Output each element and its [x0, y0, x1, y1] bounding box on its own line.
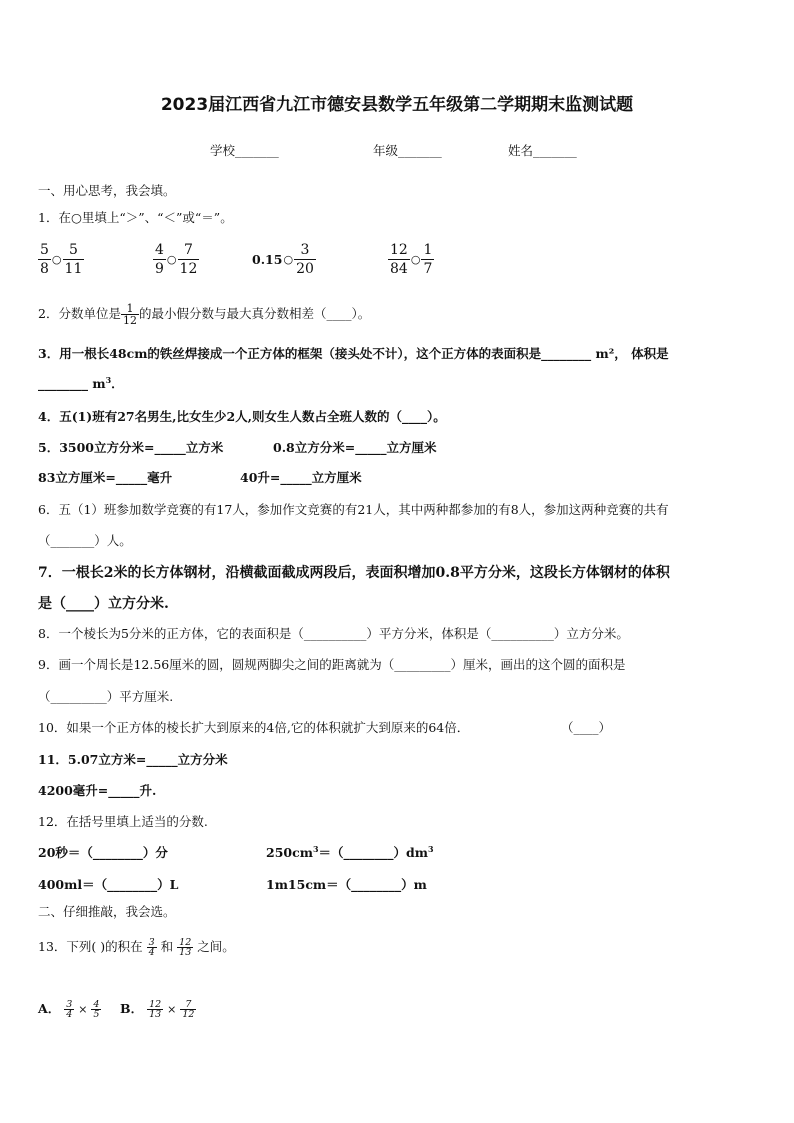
- question-5-c: 83立方厘米=_____毫升: [38, 470, 173, 485]
- question-1-pair-4: [388, 243, 434, 276]
- compare-circle-icon[interactable]: ○: [410, 253, 421, 266]
- question-12-c: 400ml＝（________）L: [38, 877, 179, 892]
- question-4: 4．五(1)班有27名男生,比女生少2人,则女生人数占全班人数的（____）。: [38, 409, 446, 424]
- question-11-b: 4200毫升=_____升.: [38, 783, 157, 798]
- fraction: $\frac{4}{9}$: [155, 242, 164, 277]
- question-5-d: 40升=_____立方厘米: [240, 470, 362, 485]
- compare-circle-icon[interactable]: ○: [51, 253, 62, 266]
- fraction: $\frac{1}{7}$: [423, 242, 433, 277]
- fraction: $\frac{3}{4}$: [148, 936, 155, 958]
- fraction: $\frac{3}{20}$: [296, 242, 314, 277]
- option-a[interactable]: [38, 999, 101, 1020]
- question-9-line-2: （_________）平方厘米.: [38, 689, 174, 704]
- fraction: $\frac{7}{12}$: [182, 998, 195, 1020]
- section-2-heading: 二、仔细推敲，我会选。: [38, 904, 176, 919]
- name-field: 姓名_______: [508, 143, 577, 158]
- question-9-line-1: 9．画一个周长是12.56厘米的圆，圆规两脚尖之间的距离就为（_________）厘米，画出的这个圆的面积是: [38, 657, 626, 672]
- question-13-text: 13．下列( )的积在: [38, 939, 143, 954]
- school-field: 学校_______: [210, 143, 279, 158]
- fraction: $\frac{5}{8}$: [40, 242, 49, 277]
- question-13: 13．下列( )的积在 $\frac{3}{4}$ 和 $\frac{12}{13}$ 之间。: [38, 936, 235, 958]
- question-3-line-1: 3．用一根长48cm的铁丝焊接成一个正方体的框架（接头处不计），这个正方体的表面积是________ m²， 体积是: [38, 346, 669, 361]
- question-1-text: 1．在○里填上“＞”、“＜”或“＝”。: [38, 210, 233, 225]
- fraction: $\frac{3}{4}$: [66, 998, 73, 1020]
- question-10: 10．如果一个正方体的棱长扩大到原来的4倍,它的体积就扩大到原来的64倍．: [38, 720, 470, 735]
- fraction: $\frac{12}{84}$: [390, 242, 408, 277]
- question-8: 8．一个棱长为5分米的正方体，它的表面积是（__________）平方分米，体积是（__________）立方分米。: [38, 626, 629, 641]
- fraction: $\frac{7}{12}$: [179, 242, 198, 277]
- question-1-pair-3: [252, 243, 316, 276]
- fraction: $\frac{5}{11}$: [64, 242, 83, 277]
- question-6-line-1: 6．五（1）班参加数学竞赛的有17人，参加作文竞赛的有21人，其中两种都参加的有8人，参加这两种竞赛的共有: [38, 502, 669, 517]
- question-2-text-end: 的最小假分数与最大真分数相差（____）。: [138, 306, 371, 321]
- grade-field: 年级_______: [373, 143, 442, 158]
- fraction: $\frac{12}{13}$: [179, 936, 192, 958]
- page-title: 2023届江西省九江市德安县数学五年级第二学期期末监测试题: [160, 95, 634, 115]
- times-icon: ×: [78, 1003, 88, 1016]
- question-6-line-2: （_______）人。: [38, 533, 132, 548]
- option-a-label: A．: [38, 1001, 61, 1016]
- question-1-pair-1: [38, 243, 84, 276]
- question-3-line-2: ________ $m^3$．: [38, 375, 124, 391]
- question-2: [38, 303, 370, 326]
- question-5-b: 0.8立方分米=_____立方厘米: [273, 440, 437, 455]
- question-10-answer-blank[interactable]: （____）: [561, 720, 612, 735]
- question-12-d: 1m15cm＝（________）m: [266, 877, 427, 892]
- compare-circle-icon[interactable]: ○: [283, 253, 294, 266]
- question-7-line-1: 7．一根长2米的长方体钢材，沿横截面截成两段后，表面积增加0.8平方分米，这段长方体钢材的体积: [38, 565, 670, 581]
- question-12-b: $250cm^3=(\_\_\_\_\_\_\_\_)dm^3$: [266, 844, 434, 860]
- fraction: $\frac{4}{5}$: [93, 998, 100, 1020]
- question-12-text: 12．在括号里填上适当的分数.: [38, 814, 208, 829]
- question-1-pair-2: [153, 243, 199, 276]
- question-12-a: 20秒＝（________）分: [38, 845, 168, 860]
- option-b[interactable]: [120, 999, 196, 1020]
- times-icon: ×: [167, 1003, 177, 1016]
- question-11-a: 11．5.07立方米=_____立方分米: [38, 752, 228, 767]
- fraction: $\frac{12}{13}$: [149, 998, 162, 1020]
- compare-circle-icon[interactable]: ○: [166, 253, 177, 266]
- question-5-a: 5．3500立方分米=_____立方米: [38, 440, 224, 455]
- question-7-line-2: 是（____）立方分米.: [38, 596, 169, 612]
- decimal-value: 0.15: [252, 252, 283, 267]
- question-2-text: 2．分数单位是: [38, 306, 121, 321]
- fraction: $\frac{1}{12}$: [122, 302, 137, 327]
- option-b-label: B．: [120, 1001, 144, 1016]
- section-1-heading: 一、用心思考，我会填。: [38, 183, 176, 198]
